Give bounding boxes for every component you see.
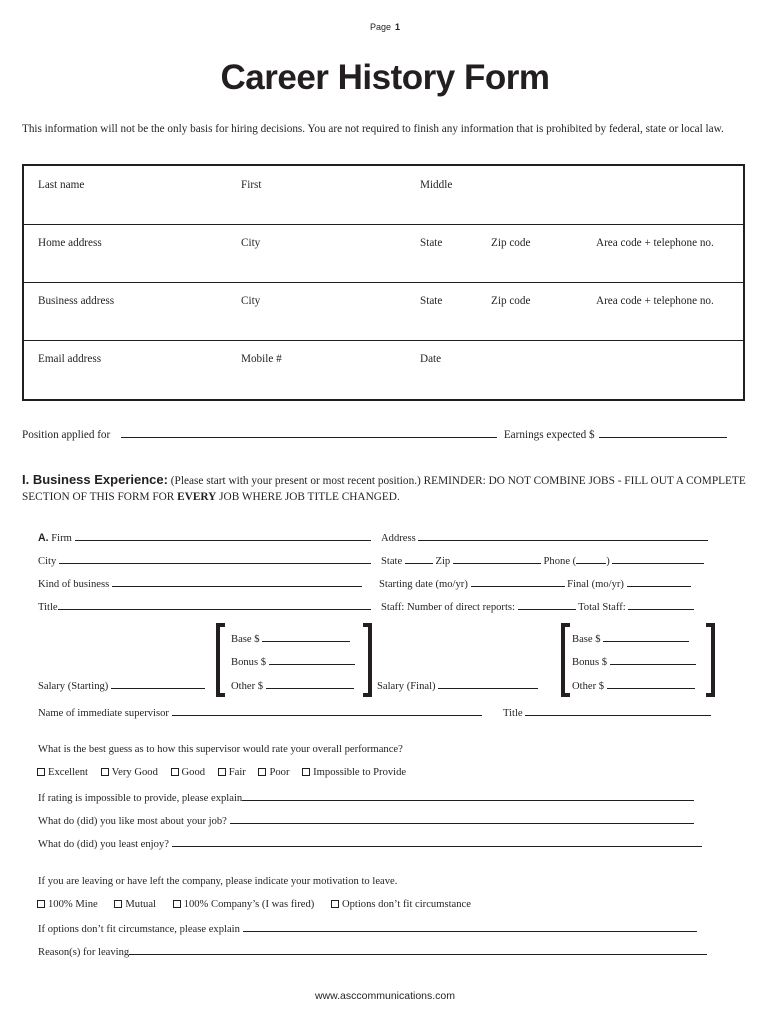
leaving-explain-line: If options don’t fit circumstance, please explain xyxy=(38,922,697,935)
title-input[interactable] xyxy=(58,600,371,610)
leaving-question: If you are leaving or have left the company, please indicate your motivation to leave. xyxy=(38,876,398,887)
business-city-field[interactable]: City xyxy=(241,295,261,307)
checkbox-icon[interactable] xyxy=(218,768,226,776)
leaving-options xyxy=(37,899,471,910)
salary-final-input[interactable] xyxy=(438,679,538,689)
checkbox-icon[interactable] xyxy=(114,900,122,908)
reasons-input[interactable] xyxy=(129,945,707,955)
date-field[interactable]: Date xyxy=(420,353,442,365)
name-row xyxy=(24,166,743,225)
city-line: City xyxy=(38,554,371,567)
base-line: Base $ xyxy=(231,632,350,645)
rating-explain-line: If rating is impossible to provide, please explain xyxy=(38,791,694,804)
rating-fair[interactable]: Fair xyxy=(218,767,246,778)
supervisor-title-input[interactable] xyxy=(525,706,711,716)
rating-very-good[interactable]: Very Good xyxy=(101,767,158,778)
home-phone-field[interactable]: Area code + telephone no. xyxy=(596,237,714,249)
position-line xyxy=(22,428,727,441)
checkbox-icon[interactable] xyxy=(331,900,339,908)
state-input[interactable] xyxy=(405,554,433,564)
salary-start-line: Salary (Starting) xyxy=(38,679,205,692)
salary-start-input[interactable] xyxy=(111,679,205,689)
start-date-input[interactable] xyxy=(471,577,565,587)
kind-input[interactable] xyxy=(112,577,362,587)
total-staff-input[interactable] xyxy=(628,600,694,610)
footer-url[interactable]: www.asccommunications.com xyxy=(314,990,456,1002)
business-zip-field[interactable]: Zip code xyxy=(491,295,531,307)
bracket-left-final xyxy=(561,623,570,697)
home-address-field[interactable]: Home address xyxy=(38,237,102,249)
leaving-mutual[interactable]: Mutual xyxy=(114,899,156,910)
other-final-line: Other $ xyxy=(572,679,695,692)
position-applied-label: Position applied for xyxy=(22,429,111,441)
other-final-input[interactable] xyxy=(607,679,695,689)
rating-question: What is the best guess as to how this supervisor would rate your overall performance? xyxy=(38,744,403,755)
final-date-input[interactable] xyxy=(627,577,691,587)
personal-info-box xyxy=(22,164,745,401)
bonus-line: Bonus $ xyxy=(231,655,355,668)
earnings-expected-input[interactable] xyxy=(599,428,727,438)
phone-input[interactable] xyxy=(612,554,704,564)
email-field[interactable]: Email address xyxy=(38,353,102,365)
middle-name-field[interactable]: Middle xyxy=(420,179,453,191)
other-input[interactable] xyxy=(266,679,354,689)
contact-row xyxy=(24,340,743,398)
home-zip-field[interactable]: Zip code xyxy=(491,237,531,249)
home-address-row xyxy=(24,224,743,283)
leaving-mine[interactable]: 100% Mine xyxy=(37,899,98,910)
state-zip-phone-line: State Zip Phone ( ) xyxy=(381,554,704,567)
zip-input[interactable] xyxy=(453,554,541,564)
title-line: Title xyxy=(38,600,371,613)
mobile-field[interactable]: Mobile # xyxy=(241,353,282,365)
business-address-field[interactable]: Business address xyxy=(38,295,115,307)
bracket-right xyxy=(363,623,372,697)
position-applied-input[interactable] xyxy=(121,428,497,438)
firm-line: A. Firm xyxy=(38,531,371,544)
bracket-right-final xyxy=(706,623,715,697)
first-name-field[interactable]: First xyxy=(241,179,262,191)
like-line: What do (did) you like most about your job? xyxy=(38,814,694,827)
address-input[interactable] xyxy=(418,531,708,541)
leaving-explain-input[interactable] xyxy=(243,922,697,932)
like-input[interactable] xyxy=(230,814,694,824)
bracket-left xyxy=(216,623,225,697)
checkbox-icon[interactable] xyxy=(37,900,45,908)
section-heading: I. Business Experience: (Please start with your present or most recent position.) REMINDER: DO NOT COMBINE JOBS - FILL OUT A COMPLETE SECTION OF THIS FORM FOR EVERY JOB WHERE JOB TITLE CHANGED. xyxy=(22,472,746,503)
firm-input[interactable] xyxy=(75,531,371,541)
rating-explain-input[interactable] xyxy=(242,791,694,801)
staff-line: Staff: Number of direct reports: Total Staff: xyxy=(381,600,694,613)
dates-line: Starting date (mo/yr) Final (mo/yr) xyxy=(379,577,691,590)
checkbox-icon[interactable] xyxy=(37,768,45,776)
base-input[interactable] xyxy=(262,632,350,642)
direct-reports-input[interactable] xyxy=(518,600,576,610)
bonus-final-input[interactable] xyxy=(610,655,696,665)
page-title: Career History Form xyxy=(220,58,550,97)
salary-final-line: Salary (Final) xyxy=(377,679,538,692)
rating-excellent[interactable]: Excellent xyxy=(37,767,88,778)
supervisor-line: Name of immediate supervisor xyxy=(38,706,482,719)
page-number: Page 1 xyxy=(369,22,401,32)
checkbox-icon[interactable] xyxy=(171,768,179,776)
address-line: Address xyxy=(381,531,708,544)
city-input[interactable] xyxy=(59,554,371,564)
earnings-expected-label: Earnings expected $ xyxy=(503,429,595,441)
checkbox-icon[interactable] xyxy=(258,768,266,776)
bonus-final-line: Bonus $ xyxy=(572,655,696,668)
checkbox-icon[interactable] xyxy=(173,900,181,908)
base-final-input[interactable] xyxy=(603,632,689,642)
home-state-field[interactable]: State xyxy=(420,237,443,249)
supervisor-input[interactable] xyxy=(172,706,482,716)
leaving-company[interactable]: 100% Company’s (I was fired) xyxy=(173,899,315,910)
kind-line: Kind of business xyxy=(38,577,362,590)
reasons-line: Reason(s) for leaving xyxy=(38,945,707,958)
last-name-field[interactable]: Last name xyxy=(38,179,85,191)
rating-impossible[interactable]: Impossible to Provide xyxy=(302,767,406,778)
business-address-row xyxy=(24,282,743,341)
business-phone-field[interactable]: Area code + telephone no. xyxy=(596,295,714,307)
intro-text: This information will not be the only basis for hiring decisions. You are not required to finish any information that is prohibited by federal, state or local law. xyxy=(22,123,724,135)
rating-poor[interactable]: Poor xyxy=(258,767,289,778)
least-line: What do (did) you least enjoy? xyxy=(38,837,702,850)
rating-good[interactable]: Good xyxy=(171,767,206,778)
checkbox-icon[interactable] xyxy=(101,768,109,776)
base-final-line: Base $ xyxy=(572,632,689,645)
home-city-field[interactable]: City xyxy=(241,237,261,249)
business-state-field[interactable]: State xyxy=(420,295,443,307)
checkbox-icon[interactable] xyxy=(302,768,310,776)
rating-options xyxy=(37,767,406,778)
area-code-input[interactable] xyxy=(576,554,606,564)
least-input[interactable] xyxy=(172,837,702,847)
leaving-other[interactable]: Options don’t fit circumstance xyxy=(331,899,471,910)
supervisor-title-line: Title xyxy=(503,706,711,719)
bonus-input[interactable] xyxy=(269,655,355,665)
other-line: Other $ xyxy=(231,679,354,692)
